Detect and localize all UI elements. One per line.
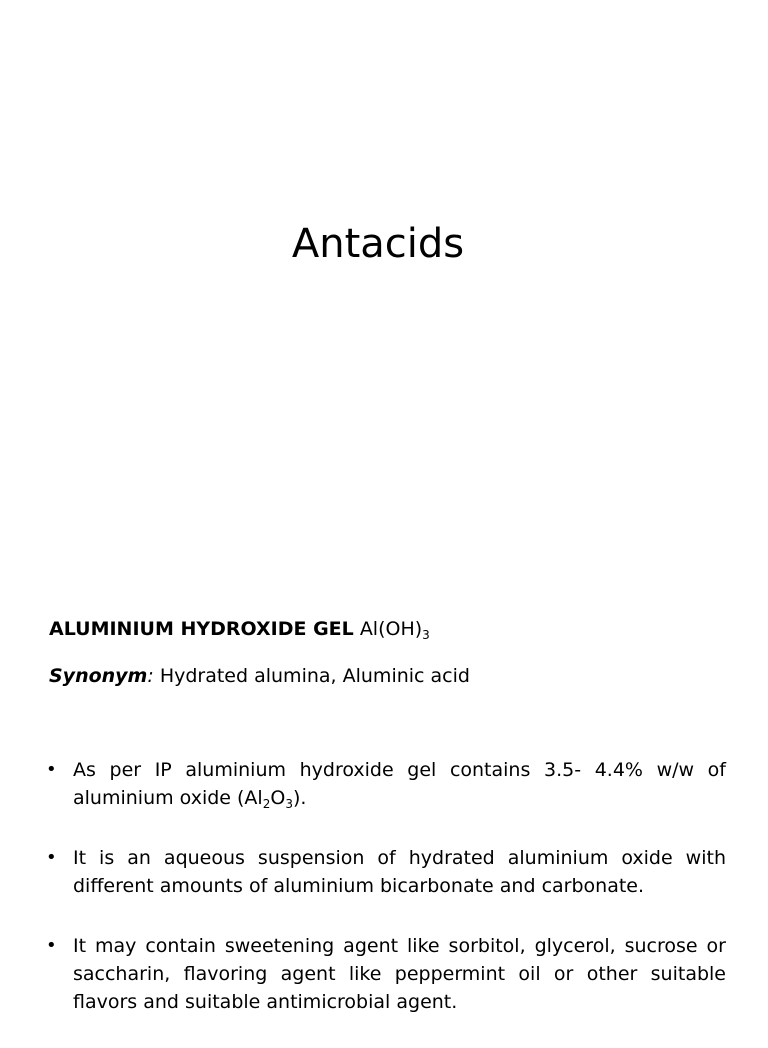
bullet-item — [44, 756, 726, 812]
bullet-text: It may contain sweetening agent like sorbitol, glycerol, sucrose or saccharin, flavoring agent like peppermint oil or other suitable flavors and suitable antimicrobial agent. — [73, 935, 726, 1013]
formula-main: Al(OH) — [359, 618, 423, 640]
bullet-subscript: 3 — [285, 797, 293, 811]
bullet-text-before: As per IP aluminium hydroxide gel contains 3.5- 4.4% w/w of aluminium oxide (Al — [73, 759, 726, 809]
synonym-text: Hydrated alumina, Aluminic acid — [159, 665, 470, 687]
slide-title: Antacids — [291, 221, 465, 267]
synonym-line — [49, 663, 470, 689]
bullet-dot-icon: • — [46, 935, 57, 956]
bullet-text-mid: O — [270, 787, 286, 809]
bullet-item — [44, 932, 726, 1016]
bullet-dot-icon: • — [46, 847, 57, 868]
bullet-text: It is an aqueous suspension of hydrated aluminium oxide with different amounts of aluminium bicarbonate and carbonate. — [73, 847, 726, 897]
compound-formula — [360, 618, 430, 640]
formula-subscript: 3 — [422, 628, 430, 642]
bullet-subscript: 2 — [262, 797, 271, 811]
bullet-text-after: ). — [292, 787, 307, 809]
bullet-item — [44, 844, 726, 900]
synonym-colon: : — [147, 665, 154, 687]
bullet-dot-icon: • — [46, 759, 57, 780]
bullet-list — [44, 756, 726, 1048]
compound-name: ALUMINIUM HYDROXIDE GEL — [49, 618, 354, 640]
synonym-label: Synonym — [49, 665, 148, 687]
compound-heading — [49, 616, 430, 642]
content-slide — [0, 576, 768, 1024]
